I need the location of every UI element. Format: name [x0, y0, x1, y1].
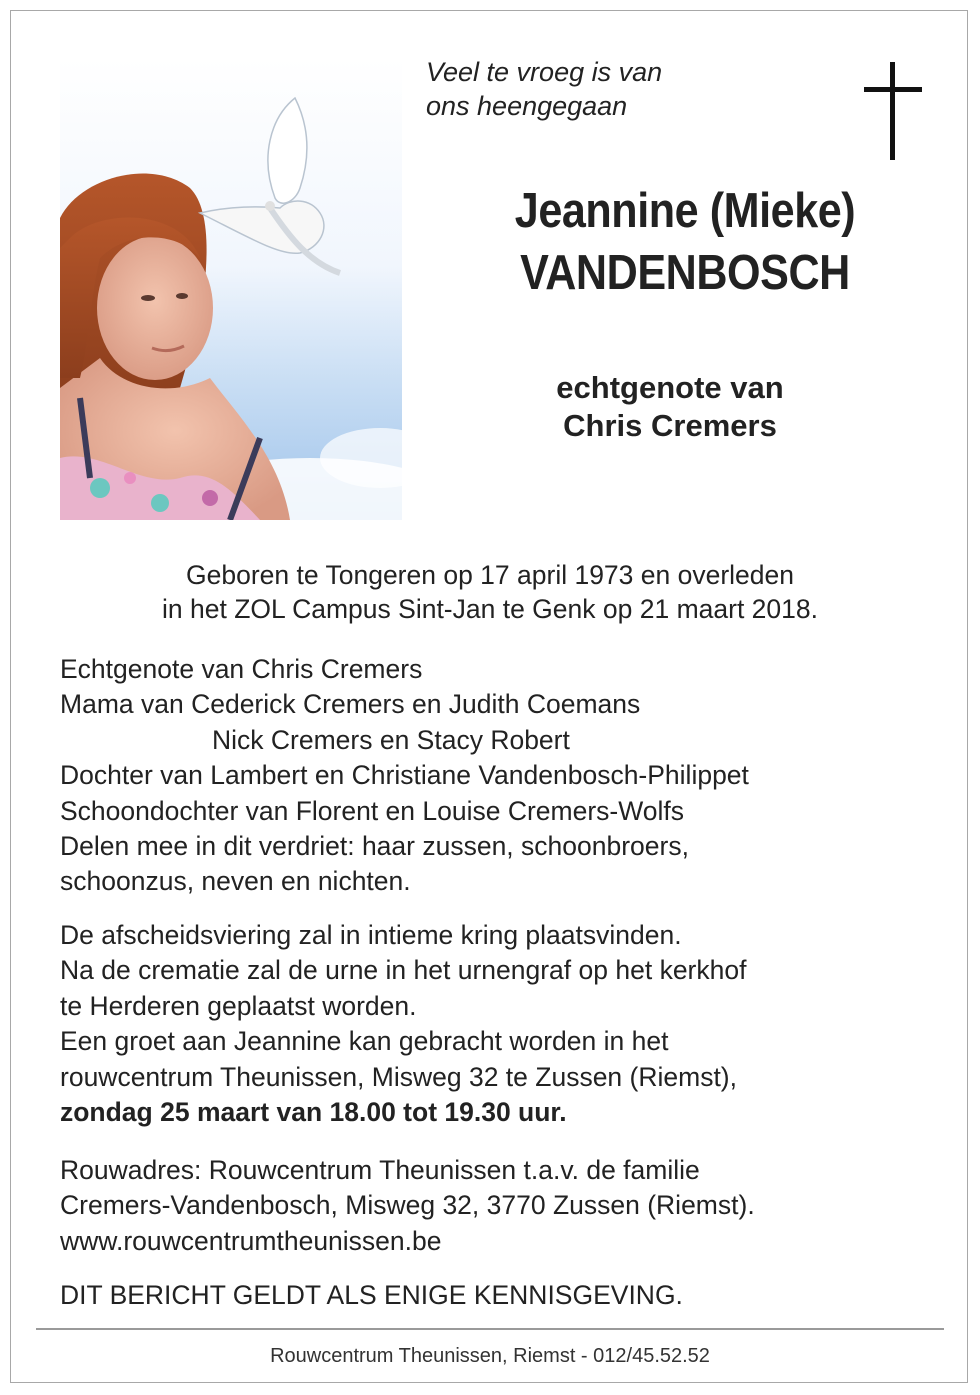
family-line: Schoondochter van Florent en Louise Cremers-Wolfs: [60, 795, 685, 826]
ceremony-line: De afscheidsviering zal in intieme kring plaatsvinden.: [60, 920, 682, 950]
ceremony-line: rouwcentrum Theunissen, Misweg 32 te Zussen (Riemst),: [60, 1061, 737, 1092]
family-line: Dochter van Lambert en Christiane Vandenbosch-Philippet: [60, 760, 749, 791]
motto-line-1: Veel te vroeg is van: [426, 57, 663, 87]
footer-divider: [36, 1328, 944, 1330]
name-line-2: VANDENBOSCH: [520, 246, 850, 300]
spouse-line-2: Chris Cremers: [563, 408, 777, 443]
family-line: Delen mee in dit verdriet: haar zussen, schoonbroers,: [60, 831, 689, 862]
ceremony-line: Na de crematie zal de urne in het urnengraf op het kerkhof: [60, 955, 747, 986]
cross-icon: [864, 62, 922, 160]
portrait-photo: [60, 58, 402, 520]
family-line: Nick Cremers en Stacy Robert: [212, 724, 570, 755]
family-line: Echtgenote van Chris Cremers: [60, 654, 423, 684]
visitation-time: zondag 25 maart van 18.00 tot 19.30 uur.: [60, 1097, 567, 1128]
address-line: Cremers-Vandenbosch, Misweg 32, 3770 Zussen (Riemst).: [60, 1190, 755, 1221]
family-line: schoonzus, neven en nichten.: [60, 866, 411, 897]
notice-block: [60, 1278, 940, 1313]
motto: [426, 55, 826, 123]
deceased-name: [452, 180, 918, 304]
spouse-line-1: echtgenote van: [556, 370, 784, 405]
name-line-1: Jeannine (Mieke): [514, 184, 856, 238]
spouse-block: [440, 369, 900, 445]
birth-death-text: [40, 558, 940, 626]
footer-text: Rouwcentrum Theunissen, Riemst - 012/45.52.52: [270, 1345, 710, 1367]
website-link[interactable]: www.rouwcentrumtheunissen.be: [60, 1225, 442, 1256]
family-block: [60, 652, 940, 900]
notice-text: DIT BERICHT GELDT ALS ENIGE KENNISGEVING.: [60, 1280, 683, 1310]
ceremony-block: [60, 918, 940, 1130]
motto-line-2: ons heengegaan: [426, 91, 628, 121]
family-line: Mama van Cederick Cremers en Judith Coemans: [60, 689, 641, 720]
born-line-2: in het ZOL Campus Sint-Jan te Genk op 21 maart 2018.: [162, 594, 818, 624]
address-block: [60, 1153, 940, 1259]
born-line-1: Geboren te Tongeren op 17 april 1973 en overleden: [186, 560, 794, 590]
ceremony-line: te Herderen geplaatst worden.: [60, 990, 417, 1021]
address-line: Rouwadres: Rouwcentrum Theunissen t.a.v. de familie: [60, 1155, 700, 1185]
ceremony-line: Een groet aan Jeannine kan gebracht worden in het: [60, 1026, 669, 1057]
